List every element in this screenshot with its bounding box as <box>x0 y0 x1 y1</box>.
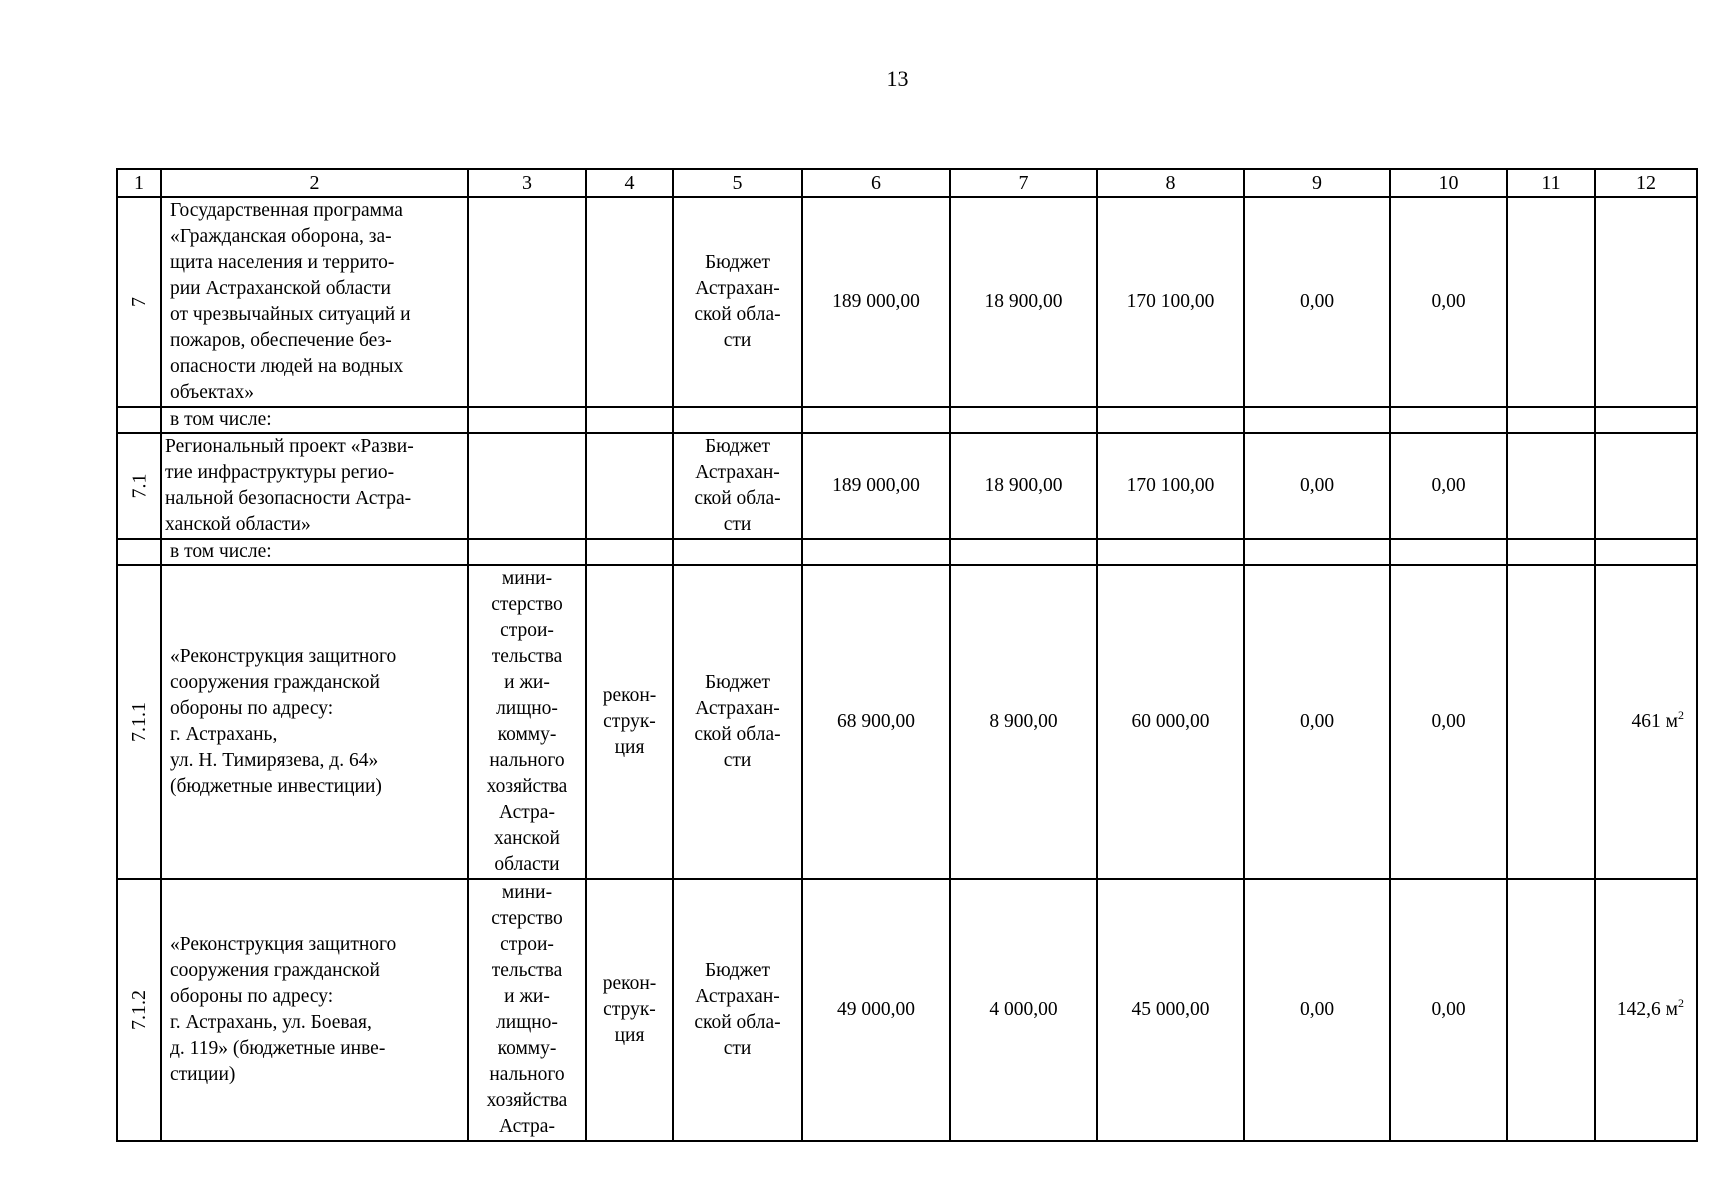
value-col10-cell: 0,00 <box>1390 879 1507 1141</box>
row-number: 7 <box>128 296 150 307</box>
capacity-unit-power: 2 <box>1678 708 1684 722</box>
column-header: 10 <box>1390 169 1507 197</box>
value-col10-cell: 0,00 <box>1390 565 1507 879</box>
program-name-cell: Региональный проект «Разви- тие инфраструктуры регио- нальной безопасности Астра- ханской области» <box>161 433 468 539</box>
program-name-cell: «Реконструкция защитного сооружения гражданской обороны по адресу: г. Астрахань, ул. Н. Тимирязева, д. 64» (бюджетные инвестиции) <box>161 565 468 879</box>
value-col7-cell: 4 000,00 <box>950 879 1097 1141</box>
customer-cell: мини- стерство строи- тельства и жи- лищно- комму- нального хозяйства Астра- ханской области <box>468 565 586 879</box>
work-type-cell: рекон- струк- ция <box>586 565 673 879</box>
value-col10-cell: 0,00 <box>1390 197 1507 407</box>
column-header: 7 <box>950 169 1097 197</box>
row-number: 7.1 <box>128 473 150 498</box>
value-col7-cell: 18 900,00 <box>950 197 1097 407</box>
value-col6-cell: 189 000,00 <box>802 433 950 539</box>
customer-cell <box>468 433 586 539</box>
value-col9-cell: 0,00 <box>1244 879 1390 1141</box>
customer-cell: мини- стерство строи- тельства и жи- лищно- комму- нального хозяйства Астра- <box>468 879 586 1141</box>
value-col11-cell <box>1507 879 1595 1141</box>
capacity-cell <box>1595 879 1697 1141</box>
subheader-text: в том числе: <box>161 407 468 433</box>
capacity-cell <box>1595 197 1697 407</box>
value-col6-cell: 68 900,00 <box>802 565 950 879</box>
column-header: 9 <box>1244 169 1390 197</box>
capacity-value: 461 м <box>1631 711 1678 732</box>
funding-source-cell: Бюджет Астрахан- ской обла- сти <box>673 565 802 879</box>
column-header: 11 <box>1507 169 1595 197</box>
table-row <box>117 197 1697 407</box>
value-col7-cell: 18 900,00 <box>950 433 1097 539</box>
capacity-cell <box>1595 565 1697 879</box>
value-col11-cell <box>1507 565 1595 879</box>
value-col10-cell: 0,00 <box>1390 433 1507 539</box>
value-col6-cell: 189 000,00 <box>802 197 950 407</box>
column-header: 12 <box>1595 169 1697 197</box>
value-col8-cell: 60 000,00 <box>1097 565 1244 879</box>
work-type-cell: рекон- струк- ция <box>586 879 673 1141</box>
column-header: 8 <box>1097 169 1244 197</box>
value-col8-cell: 170 100,00 <box>1097 197 1244 407</box>
column-header: 6 <box>802 169 950 197</box>
value-col7-cell: 8 900,00 <box>950 565 1097 879</box>
value-col9-cell: 0,00 <box>1244 433 1390 539</box>
work-type-cell <box>586 433 673 539</box>
funding-source-cell: Бюджет Астрахан- ской обла- сти <box>673 433 802 539</box>
column-header: 1 <box>117 169 161 197</box>
table-row <box>117 879 1697 1141</box>
row-number-cell <box>117 197 161 407</box>
column-header: 4 <box>586 169 673 197</box>
program-name-cell: Государственная программа «Гражданская оборона, за- щита населения и террито- рии Астраханской области от чрезвычайных ситуаций и пожаров, обеспечение без- опасности людей на водных объектах» <box>161 197 468 407</box>
program-name-cell: «Реконструкция защитного сооружения гражданской обороны по адресу: г. Астрахань, ул. Боевая, д. 119» (бюджетные инве- стиции) <box>161 879 468 1141</box>
funding-source-cell: Бюджет Астрахан- ской обла- сти <box>673 197 802 407</box>
row-number: 7.1.2 <box>128 989 150 1030</box>
column-header: 2 <box>161 169 468 197</box>
subheader-text: в том числе: <box>161 539 468 565</box>
value-col6-cell: 49 000,00 <box>802 879 950 1141</box>
subheader-row <box>117 539 1697 565</box>
work-type-cell <box>586 197 673 407</box>
row-number: 7.1.1 <box>128 701 150 742</box>
column-header: 5 <box>673 169 802 197</box>
row-number-cell <box>117 879 161 1141</box>
row-number-cell <box>117 565 161 879</box>
customer-cell <box>468 197 586 407</box>
funding-source-cell: Бюджет Астрахан- ской обла- сти <box>673 879 802 1141</box>
program-table <box>116 168 1698 1142</box>
capacity-value: 142,6 м <box>1616 999 1678 1020</box>
capacity-unit-power: 2 <box>1678 996 1684 1010</box>
capacity-cell <box>1595 433 1697 539</box>
page-number: 13 <box>886 66 909 91</box>
column-header: 3 <box>468 169 586 197</box>
value-col11-cell <box>1507 197 1595 407</box>
table-row <box>117 433 1697 539</box>
column-number-row <box>117 169 1697 197</box>
value-col11-cell <box>1507 433 1595 539</box>
value-col9-cell: 0,00 <box>1244 565 1390 879</box>
subheader-row <box>117 407 1697 433</box>
value-col9-cell: 0,00 <box>1244 197 1390 407</box>
table-row <box>117 565 1697 879</box>
row-number-cell <box>117 433 161 539</box>
value-col8-cell: 170 100,00 <box>1097 433 1244 539</box>
value-col8-cell: 45 000,00 <box>1097 879 1244 1141</box>
